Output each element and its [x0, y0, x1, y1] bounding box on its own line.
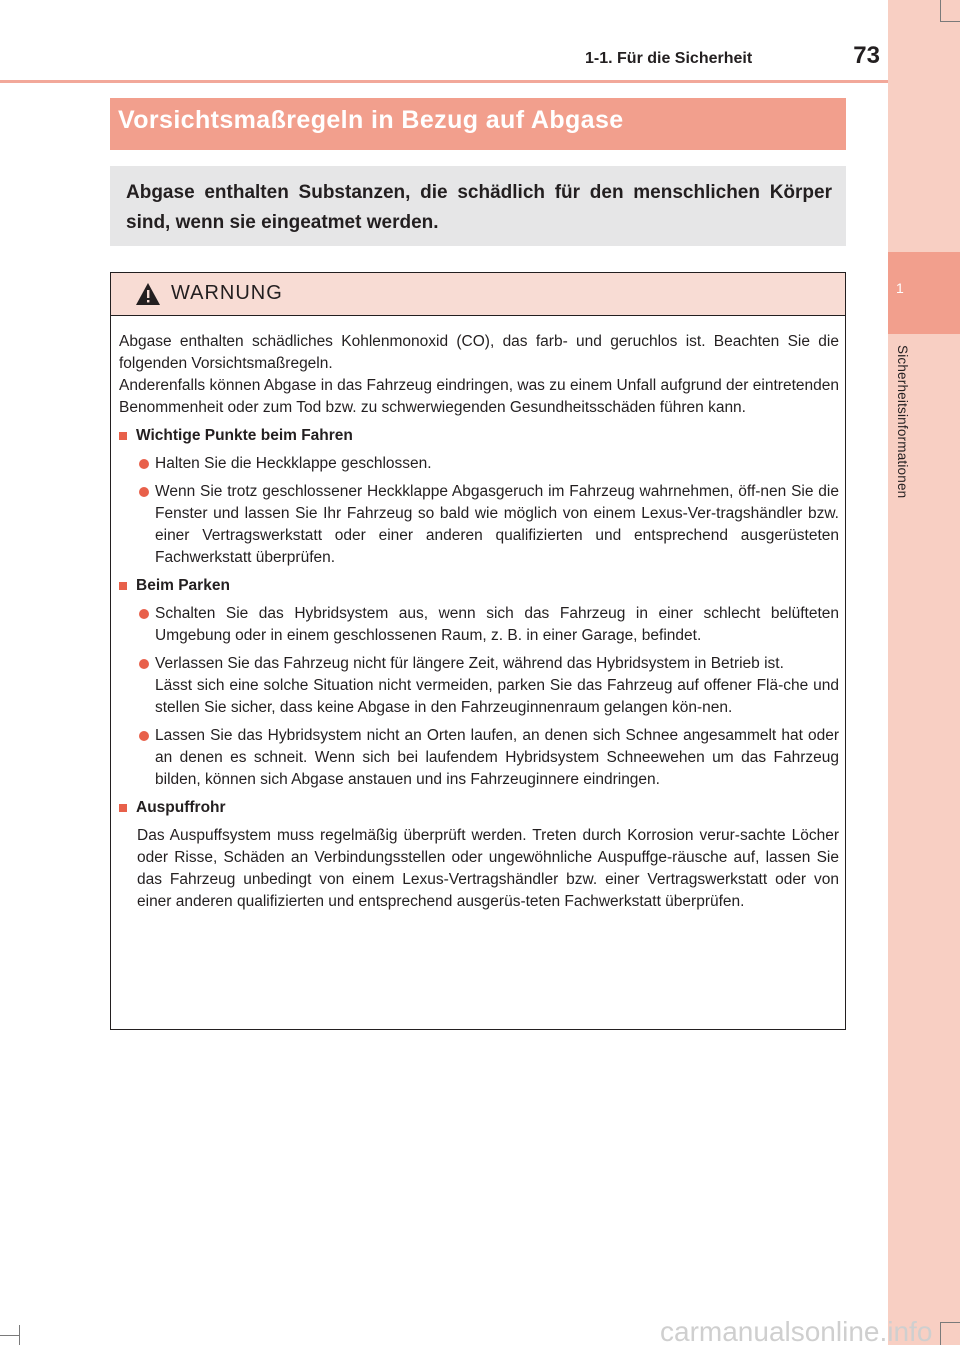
circle-bullet-icon [139, 659, 149, 669]
warning-header [111, 273, 845, 316]
watermark: carmanualsonline.info [660, 1316, 933, 1347]
crop-mark [940, 0, 941, 22]
crop-mark [940, 21, 960, 22]
list-item-text: Verlassen Sie das Fahrzeug nicht für längere Zeit, während das Hybridsystem in Betrieb ist. [155, 655, 784, 672]
warning-box [110, 272, 846, 1030]
warning-intro: Abgase enthalten schädliches Kohlenmonoxid (CO), das farb- und geruchlos ist. Beachten Sie die folgenden Vorsichtsmaßregeln. [119, 333, 839, 372]
list-item-text: Wenn Sie trotz geschlossener Heckklappe Abgasgeruch im Fahrzeug wahrnehmen, öff-nen Sie die Fenster und lassen Sie Ihr Fahrzeug so bald wie möglich von einem Lexus-Ver-tragshändler bzw. einer Vertragswerkstatt oder einer anderen qualifizierten und entsprechend ausgerüsteten Fachwerkstatt überprüfen. [155, 483, 839, 566]
list-item [119, 725, 839, 791]
warning-body [119, 331, 839, 913]
crop-mark [940, 1322, 941, 1345]
crop-mark [940, 1322, 960, 1323]
section-heading-driving [119, 425, 839, 447]
chapter-side-tab [888, 0, 960, 1345]
crop-mark [19, 1325, 20, 1345]
chapter-label: Sicherheitsinformationen [895, 345, 910, 499]
list-item-extra-text: Lässt sich eine solche Situation nicht vermeiden, parken Sie das Fahrzeug auf offener Flä-che und stellen Sie sicher, dass keine Abgase in den Fahrzeuginnenraum gelangen kön-nen. [155, 677, 839, 716]
list-item [119, 653, 839, 719]
square-bullet-icon [119, 804, 127, 812]
section-heading: 1-1. Für die Sicherheit [585, 50, 753, 67]
section-heading-exhaust [119, 797, 839, 819]
list-item [119, 453, 839, 475]
exhaust-text: Das Auspuffsystem muss regelmäßig überprüft werden. Treten durch Korrosion verur-sachte Löcher oder Risse, Schäden an Verbindungsstellen oder ungewöhnliche Auspuffge-räusche auf, lassen Sie das Fahrzeug unbedingt von einem Lexus-Vertragshändler bzw. einer Vertragswerkstatt oder von einer anderen qualifizierten und entsprechend ausgerüs-teten Fachwerkstatt überprüfen. [137, 827, 839, 910]
intro-box [110, 166, 846, 246]
page-number: 73 [853, 42, 880, 69]
intro-text: Abgase enthalten Substanzen, die schädlich für den menschlichen Körper sind, wenn sie eingeatmet werden. [126, 182, 832, 233]
section-heading-parking [119, 575, 839, 597]
warning-icon [135, 282, 161, 306]
list-item [119, 481, 839, 569]
list-item-text: Schalten Sie das Hybridsystem aus, wenn sich das Fahrzeug in einer schlecht belüfteten Umgebung oder in einem geschlossenen Raum, z. B. in einer Garage, befindet. [155, 605, 839, 644]
list-item-text: Lassen Sie das Hybridsystem nicht an Orten laufen, an denen sich Schnee angesammelt hat oder an denen es schneit. Wenn sich bei laufendem Hybridsystem Schneewehen um das Fahrzeug bilden, können sich Abgase anstauen und ins Fahrzeuginnere eindringen. [155, 727, 839, 788]
square-bullet-icon [119, 432, 127, 440]
warning-title: WARNUNG [171, 282, 283, 304]
square-bullet-icon [119, 582, 127, 590]
circle-bullet-icon [139, 459, 149, 469]
chapter-number: 1 [896, 280, 904, 296]
page-title: Vorsichtsmaßregeln in Bezug auf Abgase [118, 106, 624, 134]
circle-bullet-icon [139, 731, 149, 741]
section-title: Wichtige Punkte beim Fahren [136, 427, 353, 444]
crop-mark [0, 1335, 20, 1336]
warning-intro-consequence: Anderenfalls können Abgase in das Fahrzeug eindringen, was zu einem Unfall aufgrund der eintretenden Benommenheit oder zum Tod bzw. zu schwerwiegenden Gesundheitsschäden führen kann. [119, 377, 839, 416]
list-item [119, 603, 839, 647]
section-title: Beim Parken [136, 577, 230, 594]
title-band [110, 98, 846, 150]
list-item-text: Halten Sie die Heckklappe geschlossen. [155, 455, 432, 472]
section-title: Auspuffrohr [136, 799, 226, 816]
circle-bullet-icon [139, 609, 149, 619]
header-rule [0, 80, 888, 83]
circle-bullet-icon [139, 487, 149, 497]
